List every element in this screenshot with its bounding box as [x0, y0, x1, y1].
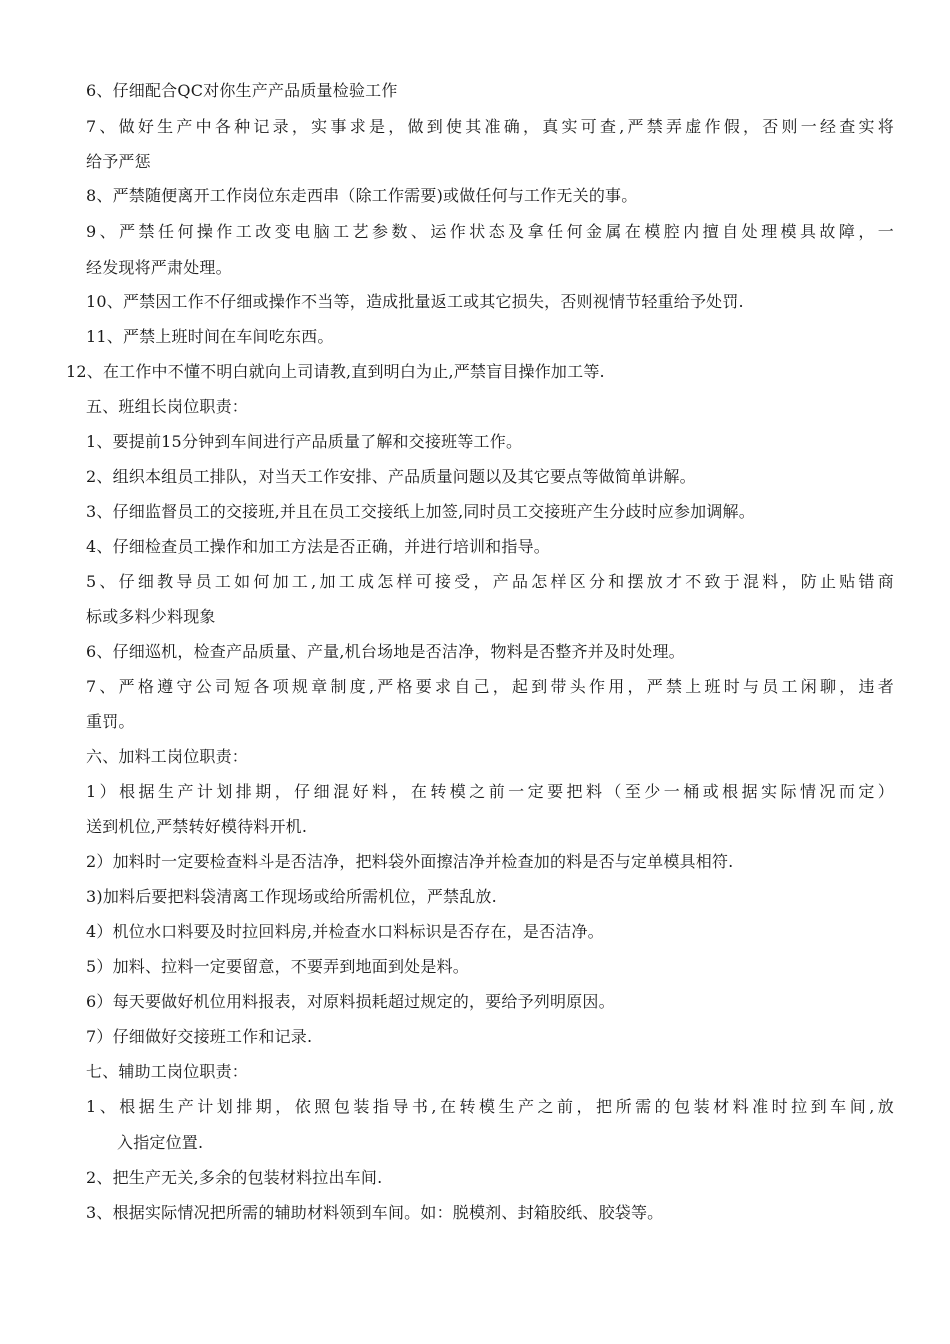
text-line: 7、严格遵守公司短各项规章制度,严格要求自己，起到带头作用，严禁上班时与员工闲聊，违者 [86, 677, 894, 696]
text-line: 2、把生产无关,多余的包装材料拉出车间. [86, 1168, 383, 1187]
section-heading: 六、加料工岗位职责： [86, 747, 249, 766]
text-line: 11、严禁上班时间在车间吃东西。 [86, 327, 334, 346]
text-line: 12、在工作中不懂不明白就向上司请教,直到明白为止,严禁盲目操作加工等. [66, 362, 605, 381]
text-line: 7）仔细做好交接班工作和记录. [86, 1027, 313, 1046]
text-line: 2、组织本组员工排队，对当天工作安排、产品质量问题以及其它要点等做简单讲解。 [86, 467, 696, 486]
text-line: 9、严禁任何操作工改变电脑工艺参数、运作状态及拿任何金属在模腔内擅自处理模具故障，一 [86, 222, 894, 241]
section-heading: 七、辅助工岗位职责： [86, 1062, 249, 1081]
text-line: 8、严禁随便离开工作岗位东走西串（除工作需要)或做任何与工作无关的事。 [86, 186, 638, 205]
text-line: 6、仔细配合QC对你生产产品质量检验工作 [86, 81, 398, 100]
text-line: 3、仔细监督员工的交接班,并且在员工交接纸上加签,同时员工交接班产生分歧时应参加调解。 [86, 502, 755, 521]
text-line: 4）机位水口料要及时拉回料房,并检查水口料标识是否存在，是否洁净。 [86, 922, 604, 941]
text-line: 2）加料时一定要检查料斗是否洁净，把料袋外面擦洁净并检查加的料是否与定单模具相符. [86, 852, 734, 871]
text-line: 1、要提前15分钟到车间进行产品质量了解和交接班等工作。 [86, 432, 523, 451]
text-line: 6）每天要做好机位用料报表，对原料损耗超过规定的，要给予列明原因。 [86, 992, 615, 1011]
text-line: 送到机位,严禁转好模待料开机. [86, 817, 308, 836]
text-line: 给予严惩 [86, 152, 151, 171]
text-line: 3、根据实际情况把所需的辅助材料领到车间。如：脱模剂、封箱胶纸、胶袋等。 [86, 1203, 664, 1222]
text-line: 重罚。 [86, 712, 135, 731]
text-line: 1、根据生产计划排期，依照包装指导书,在转模生产之前，把所需的包装材料准时拉到车间,放 [86, 1097, 894, 1116]
text-line: 3)加料后要把料袋清离工作现场或给所需机位，严禁乱放. [86, 887, 497, 906]
text-line: 1）根据生产计划排期，仔细混好料，在转模之前一定要把料（至少一桶或根据实际情况而定） [86, 782, 894, 801]
text-line: 4、仔细检查员工操作和加工方法是否正确，并进行培训和指导。 [86, 537, 550, 556]
text-line: 7、做好生产中各种记录，实事求是，做到使其准确，真实可查,严禁弄虚作假，否则一经查实将 [86, 117, 894, 136]
text-line: 10、严禁因工作不仔细或操作不当等，造成批量返工或其它损失，否则视情节轻重给予处罚. [86, 292, 744, 311]
section-heading: 五、班组长岗位职责： [86, 397, 249, 416]
text-line: 入指定位置. [117, 1133, 204, 1152]
text-line: 5）加料、拉料一定要留意，不要弄到地面到处是料。 [86, 957, 469, 976]
text-line: 经发现将严肃处理。 [86, 258, 232, 277]
text-line: 5、仔细教导员工如何加工,加工成怎样可接受，产品怎样区分和摆放才不致于混料，防止贴错商 [86, 572, 894, 591]
text-line: 标或多料少料现象 [86, 607, 216, 626]
text-line: 6、仔细巡机，检查产品质量、产量,机台场地是否洁净，物料是否整齐并及时处理。 [86, 642, 685, 661]
